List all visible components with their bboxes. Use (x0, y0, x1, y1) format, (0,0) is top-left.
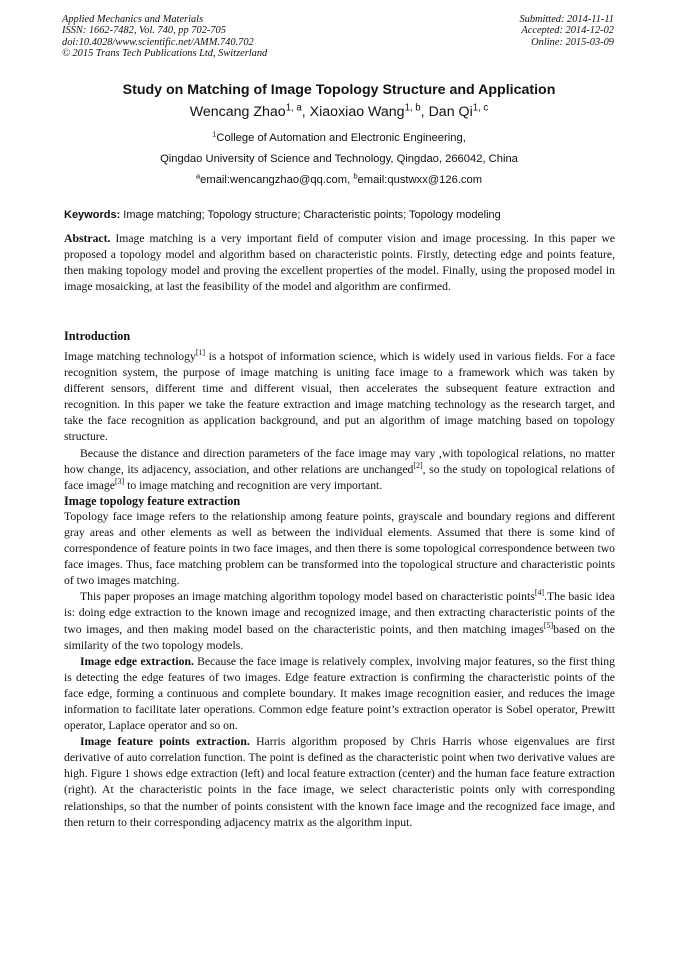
citation: [4] (534, 588, 545, 598)
topology-paragraph-2 (64, 589, 615, 653)
keywords-text: Image matching; Topology structure; Characteristic points; Topology modeling (120, 209, 501, 221)
author-sup: 1, b (404, 102, 421, 114)
text-run: Because the distance and direction parameters of the face image may vary ,with topological relations, no matter how change, its adjacency, association, and other relations are unchanged (64, 446, 615, 476)
doi-line: doi:10.4028/www.scientific.net/AMM.740.702 (62, 36, 254, 48)
topology-paragraph-1: Topology face image refers to the relationship among feature points, grayscale and boundary regions and different gray areas and other elements as well as between the individual elements. Assumed that there is some kind of correspondence of feature points in two face images, and then there is some topological correspondence between two face images. Thus, face matching problem can be transformed into the topological structure and characteristic points of two images matching. (64, 509, 615, 588)
run-in-heading: Image edge extraction. (80, 654, 194, 668)
abstract-text: Image matching is a very important field of computer vision and image processing. In this paper we proposed a topology model and algorithm based on characteristic points. Firstly, detecting edge and points feature, then making topology model and proving the excellent properties of the model. Finally, using the proposed model in image mosaicking, at last the feasibility of the model and algorithm are confirmed. (64, 232, 615, 294)
author-sup: 1, c (472, 102, 489, 114)
affiliation-line-1 (0, 129, 678, 144)
dates-header (519, 14, 614, 48)
citation: [5] (543, 620, 554, 630)
keywords-label: Keywords: (64, 209, 121, 221)
email-b: email:qustwxx@126.com (357, 174, 483, 186)
affiliation-text-1: College of Automation and Electronic Engineering, (216, 132, 466, 144)
text-run: , so the study on topological relations of face image (64, 462, 615, 492)
email-sup-a: a (195, 171, 201, 181)
text-run: is a hotspot of information science, which is widely used in various fields. For a face recognition system, the purpose of image matching is uniting face image to a framework which was taken by different sensors, different time and different visual, then accelerates the subsequent feature extraction and recognition. In this paper we take the feature extraction and image matching technology as the research target, and take the face recognition as application background, and put an algorithm of image matching based on topology structure. (64, 350, 616, 444)
text-run: This paper proposes an image matching algorithm topology model based on characteristic points (80, 590, 535, 604)
journal-name: Applied Mechanics and Materials (62, 14, 204, 25)
edge-extraction-paragraph (64, 654, 615, 734)
email-sup-b: b (353, 171, 358, 181)
text-run: to image matching and recognition are very important. (124, 478, 383, 492)
abstract-label: Abstract. (64, 232, 111, 245)
online-date: Online: 2015-03-09 (531, 36, 614, 48)
text-run: .The basic idea is: doing edge extraction to the known image and recognized image, and then extracting characteristic points of the two images, and then making model based on the characteristic points, and then matching images (64, 590, 615, 636)
author-list (0, 104, 678, 120)
text-run: Because the face image is relatively complex, involving major features, so the first thing is detecting the edge features of two images. Edge feature extraction is confirming the characteristic points of the face edge, forming a continuous and complete boundary. It makes image recognition easier, and reduces the image information to facilitate later operations. Common edge feature point’s extraction operator is Sobel operator, Prewitt operator, Laplace operator and so on. (64, 654, 615, 733)
citation: [1] (195, 348, 206, 358)
intro-paragraph-2 (64, 446, 615, 494)
issn-line: ISSN: 1662-7482, Vol. 740, pp 702-705 (62, 25, 226, 37)
intro-paragraph-1 (64, 349, 615, 446)
citation: [3] (114, 476, 125, 486)
paper-title: Study on Matching of Image Topology Structure and Application (122, 82, 556, 98)
feature-points-paragraph (64, 734, 615, 831)
email-line (0, 171, 678, 186)
introduction-heading: Introduction (64, 329, 131, 343)
author-sup: 1, a (285, 102, 302, 114)
run-in-heading: Image feature points extraction. (80, 735, 250, 749)
text-run: based on the similarity of the two topology models. (64, 622, 615, 652)
abstract (64, 231, 615, 295)
submitted-date: Submitted: 2014-11-11 (519, 14, 614, 25)
author-name: Wencang Zhao (189, 104, 286, 120)
text-run: Image matching technology (64, 350, 196, 363)
affiliation-sup: 1 (212, 129, 217, 139)
affiliation-line-2: Qingdao University of Science and Technology, Qingdao, 266042, China (160, 153, 518, 165)
journal-header (62, 14, 267, 59)
email-a: email:wencangzhao@qq.com, (200, 174, 354, 186)
copyright-line: © 2015 Trans Tech Publications Ltd, Switzerland (62, 47, 268, 59)
body-text (64, 349, 615, 831)
citation: [2] (413, 460, 423, 470)
author-sep: , (301, 104, 310, 120)
author-name: Xiaoxiao Wang (309, 104, 405, 120)
author-sep: , (420, 104, 429, 120)
accepted-date: Accepted: 2014-12-02 (521, 25, 614, 37)
text-run: Harris algorithm proposed by Chris Harris whose eigenvalues are first derivative of auto correlation function. The point is defined as the characteristic point when two derivative values are high. Figure 1 shows edge extraction (left) and local feature extraction (center) and the human face feature extraction (right). At the characteristic points in the face image, we select characteristic points only with corresponding relationships, so that the number of points consistent with the known face image and the recognized face image, and then return to their corresponding adjacency matrix as the algorithm input. (64, 735, 616, 829)
section-heading: Image topology feature extraction (64, 493, 241, 508)
author-name: Dan Qi (428, 104, 473, 120)
keywords (64, 209, 616, 221)
